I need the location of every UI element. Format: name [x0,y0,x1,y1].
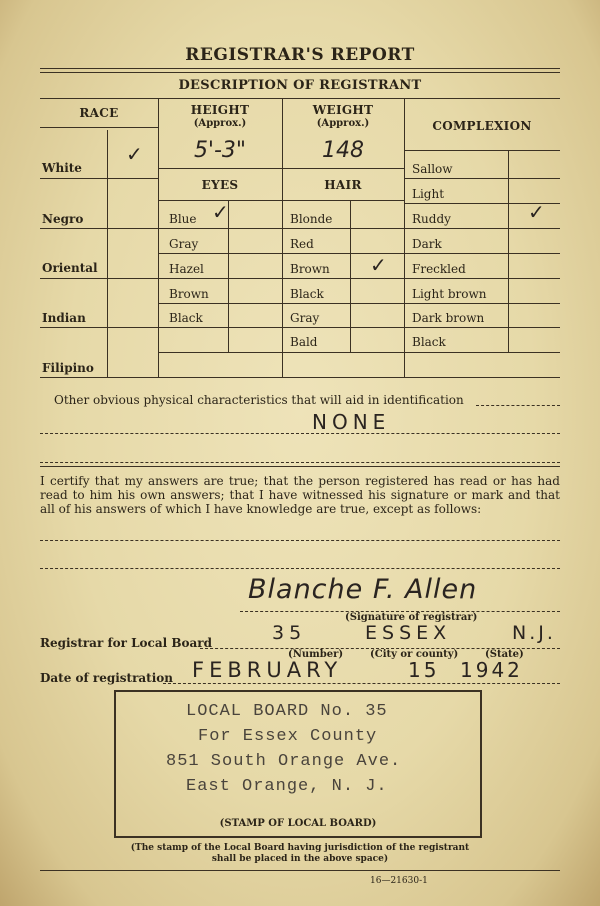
complexion-black-label: Black [412,335,446,349]
stamp-line-4: East Orange, N. J. [186,777,388,796]
complexion-top-rule [404,150,560,151]
hair-red-label: Red [290,237,314,251]
race-row-rule [40,228,158,229]
stamp-note-line-1: (The stamp of the Local Board having jurisdiction of the registrant [130,843,470,853]
race-negro-label: Negro [42,212,84,226]
characteristics-line [40,462,560,463]
race-header-rule [40,127,158,128]
exception-line [40,568,560,569]
certification-text: I certify that my answers are true; that the person registered has read or has had read to him his own answers; that I have witnessed his signature or mark and that all of his answers of which I have knowledge are true, except as follows: [40,474,560,516]
race-check-divider [107,130,108,378]
characteristics-divider [40,466,560,467]
race-indian-label: Indian [42,311,86,325]
hair-top-rule [282,200,404,201]
hair-brown-label: Brown [290,262,330,276]
eyes-brown-label: Brown [169,287,209,301]
complexion-row-rule [404,228,560,229]
complexion-check-divider [508,150,509,352]
hair-brown-check: ✓ [370,253,387,277]
hair-header: HAIR [324,178,362,192]
eyes-row-rule [158,278,282,279]
stamp-line-2: For Essex County [198,727,378,746]
form-number: 16—21630-1 [370,876,428,886]
registrar-signature: Blanche F. Allen [248,574,478,605]
height-approx: (Approx.) [193,118,247,129]
race-filipino-label: Filipino [42,361,94,375]
eyes-black-label: Black [169,311,203,325]
stamp-note-line-2: shall be placed in the above space) [211,854,389,864]
race-header: RACE [79,106,119,120]
characteristics-line [40,433,560,434]
stamp-line-1: LOCAL BOARD No. 35 [186,702,388,721]
table-top-rule [40,98,560,99]
complexion-light-label: Light [412,187,445,201]
race-white-check: ✓ [126,142,143,166]
complexion-row-rule [404,278,560,279]
eyes-gray-label: Gray [169,237,199,251]
complexion-sallow-label: Sallow [412,162,453,176]
eyes-row-rule [158,352,282,353]
registration-year: 1942 [460,658,523,682]
complexion-dark-label: Dark [412,237,442,251]
complexion-row-rule [404,253,560,254]
local-board-label: Registrar for Local Board [40,636,213,650]
complexion-row-rule [404,352,560,353]
state-caption: (State) [485,649,524,660]
title-rule [40,68,560,69]
race-white-label: White [42,161,82,175]
race-row-rule [40,327,158,328]
hair-blonde-label: Blonde [290,212,333,226]
number-caption: (Number) [288,649,344,660]
registration-date-label: Date of registration [40,671,174,685]
hair-row-rule [282,352,404,353]
description-heading: DESCRIPTION OF REGISTRANT [178,78,422,93]
eyes-blue-label: Blue [169,212,197,226]
stamp-note [0,843,600,865]
eyes-hazel-label: Hazel [169,262,204,276]
registration-month: FEBRUARY [192,658,343,682]
hair-bald-label: Bald [290,335,318,349]
measure-rule [158,168,404,169]
hair-gray-label: Gray [290,311,320,325]
characteristics-label: Other obvious physical characteristics that will aid in identification [54,393,464,407]
complexion-ruddy-check: ✓ [528,200,545,224]
complexion-header: COMPLEXION [432,119,532,133]
hair-black-label: Black [290,287,324,301]
footer-rule [40,870,560,871]
weight-approx: (Approx.) [316,118,370,129]
county-caption: (City or county) [370,649,459,660]
race-row-rule [40,278,158,279]
weight-header: WEIGHT [312,103,374,117]
eyes-row-rule [158,228,282,229]
complexion-row-rule [404,327,560,328]
hair-row-rule [282,303,404,304]
eyes-blue-check: ✓ [212,200,229,224]
eyes-header: EYES [201,178,239,192]
hair-row-rule [282,253,404,254]
complexion-row-rule [404,203,560,204]
title-rule-double [40,72,560,73]
race-oriental-label: Oriental [42,261,98,275]
eyes-row-rule [158,327,282,328]
registration-day: 15 [408,658,440,682]
eyes-row-rule [158,303,282,304]
hair-row-rule [282,327,404,328]
characteristics-fill-line [476,405,560,406]
complexion-ruddy-label: Ruddy [412,212,451,226]
complexion-dark-brown-label: Dark brown [412,311,485,325]
hair-row-rule [282,228,404,229]
height-header: HEIGHT [190,103,250,117]
complexion-light-brown-label: Light brown [412,287,487,301]
stamp-line-3: 851 South Orange Ave. [166,752,402,771]
weight-divider [404,98,405,378]
characteristics-value: NONE [312,410,391,434]
complexion-row-rule [404,303,560,304]
local-board-number: 35 [272,622,307,644]
registration-date-line [163,683,560,684]
local-board-state: N.J. [512,622,556,644]
table-bottom-rule [40,377,560,378]
eyes-row-rule [158,253,282,254]
complexion-freckled-label: Freckled [412,262,466,276]
weight-value: 148 [322,138,364,163]
hair-check-divider [350,200,351,352]
report-title: REGISTRAR'S REPORT [185,45,415,65]
height-value: 5'-3" [193,138,247,163]
hair-row-rule [282,278,404,279]
exception-line [40,540,560,541]
race-row-rule [40,178,158,179]
complexion-row-rule [404,178,560,179]
local-board-county: ESSEX [365,622,452,644]
signature-caption: (Signature of registrar) [345,612,478,623]
stamp-caption: (STAMP OF LOCAL BOARD) [219,818,377,829]
